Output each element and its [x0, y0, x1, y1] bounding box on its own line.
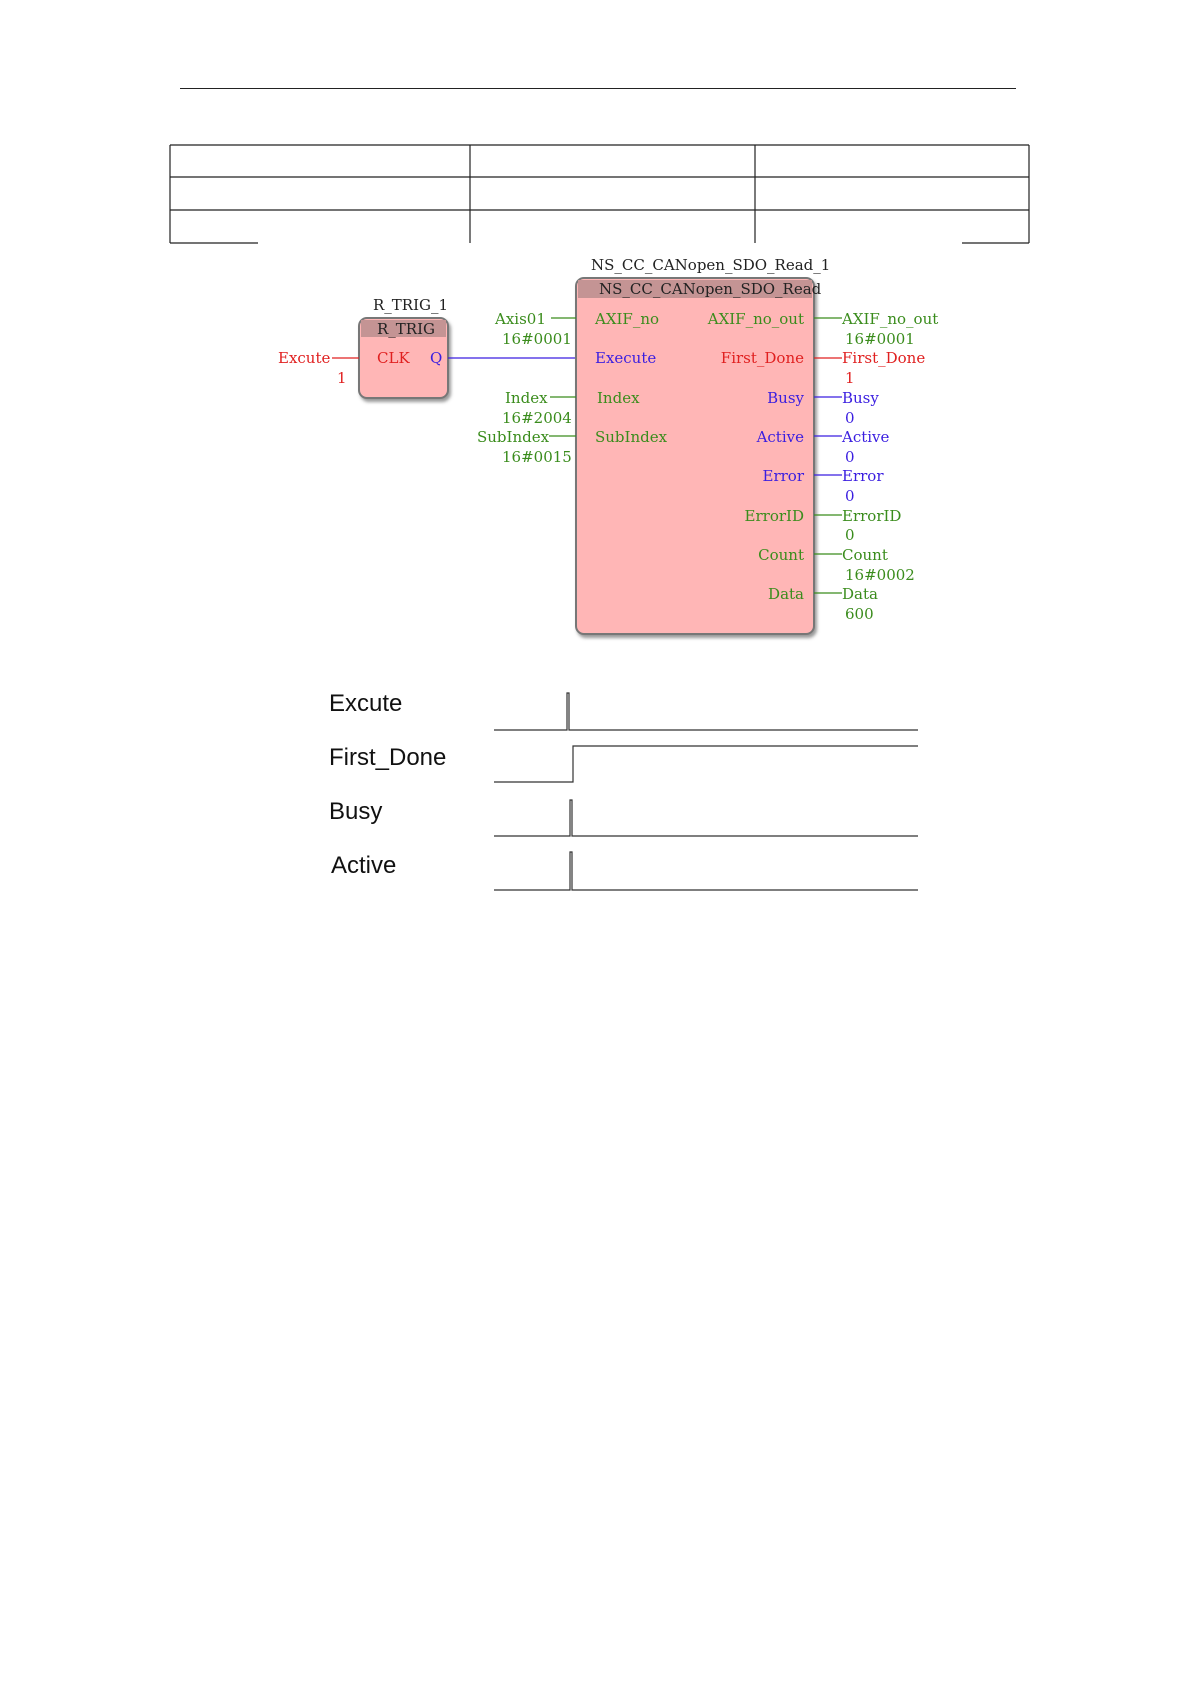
waveform-busy — [494, 800, 918, 836]
var-subindex: SubIndex — [477, 428, 550, 446]
excute-var: Excute — [278, 349, 331, 367]
pin-count: Count — [758, 546, 804, 564]
pin-axif-no: AXIF_no — [595, 310, 660, 328]
var-index: Index — [505, 389, 548, 407]
sdo-instance: NS_CC_CANopen_SDO_Read_1 — [591, 256, 831, 274]
var-errorid: ErrorID — [842, 507, 902, 525]
val-axif-no-out: 16#0001 — [845, 330, 915, 348]
sdo-type: NS_CC_CANopen_SDO_Read — [599, 280, 822, 298]
signal-label-active: Active — [331, 852, 397, 879]
val-count: 16#0002 — [845, 566, 915, 584]
pin-errorid: ErrorID — [744, 507, 804, 525]
pin-error: Error — [762, 467, 804, 485]
val-error: 0 — [845, 487, 855, 505]
var-axis01: Axis01 — [495, 310, 546, 328]
var-error: Error — [842, 467, 884, 485]
val-first-done: 1 — [845, 369, 855, 387]
pin-execute: Execute — [595, 349, 657, 367]
var-axif-no-out: AXIF_no_out — [842, 310, 939, 328]
val-subindex: 16#0015 — [502, 448, 572, 466]
val-active: 0 — [845, 448, 855, 466]
signal-label-first-done: First_Done — [329, 744, 447, 771]
val-errorid: 0 — [845, 526, 855, 544]
var-active: Active — [842, 428, 890, 446]
val-index: 16#2004 — [502, 409, 572, 427]
excute-val: 1 — [337, 369, 347, 387]
waveform-first-done — [494, 746, 918, 782]
var-count: Count — [842, 546, 888, 564]
waveform-active — [494, 852, 918, 890]
val-data: 600 — [845, 605, 874, 623]
pin-subindex: SubIndex — [595, 428, 668, 446]
pin-busy: Busy — [767, 389, 804, 407]
pin-data: Data — [768, 585, 804, 603]
val-busy: 0 — [845, 409, 855, 427]
pin-index: Index — [597, 389, 640, 407]
rtrig-instance: R_TRIG_1 — [373, 296, 449, 314]
waveform-excute — [494, 693, 918, 730]
val-axis01: 16#0001 — [502, 330, 572, 348]
pin-active: Active — [756, 428, 804, 446]
rtrig-q-pin: Q — [430, 349, 443, 367]
var-data: Data — [842, 585, 878, 603]
var-first-done: First_Done — [842, 349, 926, 367]
signal-label-excute: Excute — [329, 690, 403, 717]
var-busy: Busy — [842, 389, 879, 407]
signal-label-busy: Busy — [329, 798, 383, 825]
rtrig-clk-pin: CLK — [377, 349, 410, 367]
pin-axif-no-out: AXIF_no_out — [707, 310, 804, 328]
pin-first-done: First_Done — [720, 349, 804, 367]
rtrig-type: R_TRIG — [377, 320, 436, 338]
